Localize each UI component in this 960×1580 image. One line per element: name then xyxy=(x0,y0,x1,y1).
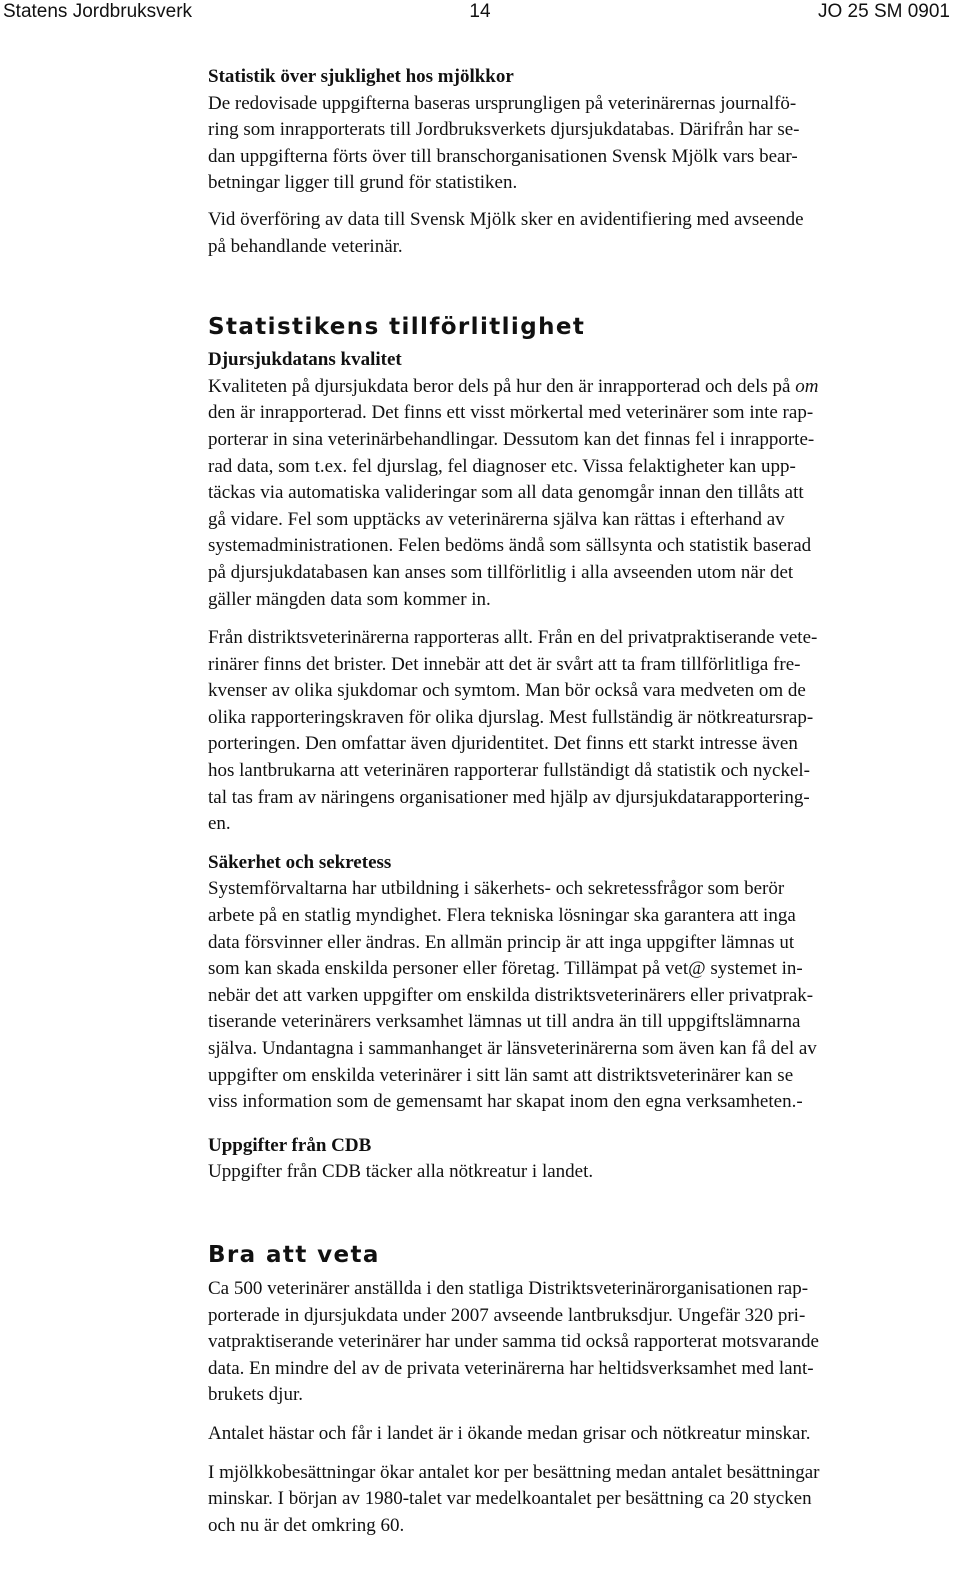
text-line: porteringen. Den omfattar även djuridentitet. Det finns ett starkt intresse även xyxy=(208,733,798,755)
text-line: rinärer finns det brister. Det innebär att det är svårt att ta fram tillförlitliga fre- xyxy=(208,653,801,675)
section-bra-att-veta xyxy=(208,1240,952,1539)
text-line: olika rapporteringskraven för olika djurslag. Mest fullständig är nötkreatursrap- xyxy=(208,706,814,728)
text-line: porterar in sina veterinärbehandlingar. Dessutom kan det finnas fel i inrapporte- xyxy=(208,428,815,450)
text-line: Uppgifter från CDB täcker alla nötkreatur i landet. xyxy=(208,1161,594,1183)
text-line: som kan skada enskilda personer eller företag. Tillämpat på vet@ systemet in- xyxy=(208,958,803,980)
section-title-bra-att-veta: Bra att veta xyxy=(208,1241,380,1268)
text-line: och nu är det omkring 60. xyxy=(208,1514,405,1536)
page-number: 14 xyxy=(469,1,491,22)
text-segment: Kvaliteten på djursjukdata beror dels på hur den är inrapporterad och dels på xyxy=(208,375,791,397)
section-heading-sjuklighet: Statistik över sjuklighet hos mjölkkor xyxy=(208,66,514,87)
text-line: kvenser av olika sjukdomar och symtom. Man bör också vara medveten om de xyxy=(208,680,806,702)
text-line: täckas via automatiska valideringar som all data genomgår innan den tillåts att xyxy=(208,482,804,504)
paragraph xyxy=(208,876,952,1115)
text-line: gå vidare. Fel som upptäcks av veterinärerna själva kan rättas i efterhand av xyxy=(208,508,785,530)
text-line: systemadministrationen. Felen bedöms ändå som sällsynta och statistik baserad xyxy=(208,535,812,557)
paragraph xyxy=(208,1276,952,1409)
text-line: brukets djur. xyxy=(208,1384,303,1406)
text-line: själva. Undantagna i sammanhanget är länsveterinärerna som även kan få del av xyxy=(208,1038,817,1059)
text-line: Från distriktsveterinärerna rapporteras allt. Från en del privatpraktiserande vete- xyxy=(208,627,818,649)
text-line: på djursjukdatabasen kan anses som tillförlitlig i alla avseenden utom när det xyxy=(208,561,794,583)
page-header xyxy=(0,0,960,24)
text-line: en. xyxy=(208,813,231,835)
text-line: nebär det att varken uppgifter om enskilda distriktsveterinärers eller privatprak- xyxy=(208,984,814,1006)
text-line: ring som inrapporterats till Jordbruksverkets djursjukdatabas. Därifrån har se- xyxy=(208,119,800,141)
text-line: De redovisade uppgifterna baseras ursprungligen på veterinärernas journalfö- xyxy=(208,92,797,114)
text-line: gäller mängden data som kommer in. xyxy=(208,588,491,610)
text-line: den är inrapporterad. Det finns ett visst mörkertal med veterinärer som inte rap- xyxy=(208,402,814,424)
text-line: I mjölkkobesättningar ökar antalet kor per besättning medan antalet besättningar xyxy=(208,1461,820,1483)
text-line: på behandlande veterinär. xyxy=(208,235,403,257)
paragraph xyxy=(208,374,952,613)
text-line: vatpraktiserande veterinärer har under samma tid också rapporterat motsvarande xyxy=(208,1331,819,1353)
document-body xyxy=(208,64,952,1539)
text-line: tal tas fram av näringens organisationer med hjälp av djursjukdatarapportering- xyxy=(208,786,810,808)
text-line: Vid överföring av data till Svensk Mjölk sker en avidentifiering med avseende xyxy=(208,208,804,230)
text-line xyxy=(208,374,952,401)
section-sjuklighet xyxy=(208,64,952,260)
text-line: Systemförvaltarna har utbildning i säkerhets- och sekretessfrågor som berör xyxy=(208,878,785,900)
paragraph xyxy=(208,1421,952,1448)
paragraph xyxy=(208,91,952,197)
text-line: arbete på en statlig myndighet. Flera tekniska lösningar ska garantera att inga xyxy=(208,905,796,927)
text-line: Antalet hästar och får i landet är i ökande medan grisar och nötkreatur minskar. xyxy=(208,1422,811,1444)
text-line: data försvinner eller ändras. En allmän princip är att inga uppgifter lämnas ut xyxy=(208,931,795,953)
header-organization: Statens Jordbruksverk xyxy=(3,1,193,22)
text-line: porterade in djursjukdata under 2007 avseende lantbruksdjur. Ungefär 320 pri- xyxy=(208,1304,806,1326)
subheading-kvalitet: Djursjukdatans kvalitet xyxy=(208,349,402,371)
text-line: minskar. I början av 1980-talet var medelkoantalet per besättning ca 20 stycken xyxy=(208,1488,812,1510)
section-tillforlitlighet xyxy=(208,312,952,1186)
text-line: betningar ligger till grund för statistiken. xyxy=(208,172,518,194)
text-line: hos lantbrukarna att veterinären rapporterar fullständigt då statistik och nyckel- xyxy=(208,760,810,782)
paragraph xyxy=(208,1159,952,1186)
header-document-id: JO 25 SM 0901 xyxy=(817,1,950,22)
text-line: dan uppgifterna förts över till branschorganisationen Svensk Mjölk vars bear- xyxy=(208,145,798,167)
text-line: tiserande veterinärers verksamhet lämnas ut till andra än till uppgiftslämnarna xyxy=(208,1011,801,1033)
emphasis: om xyxy=(795,375,819,397)
text-line: uppgifter om enskilda veterinärer i sitt län samt att distriktsveterinärer kan se xyxy=(208,1064,794,1086)
subheading-cdb: Uppgifter från CDB xyxy=(208,1134,372,1156)
section-title-tillforlitlighet: Statistikens tillförlitlighet xyxy=(208,314,586,341)
paragraph xyxy=(208,1460,952,1540)
paragraph xyxy=(208,625,952,838)
text-line: Ca 500 veterinärer anställda i den statliga Distriktsveterinärorganisationen rap- xyxy=(208,1277,809,1299)
subheading-sakerhet: Säkerhet och sekretess xyxy=(208,851,392,873)
text-line: data. En mindre del av de privata veterinärerna har heltidsverksamhet med lant- xyxy=(208,1357,814,1379)
text-line: rad data, som t.ex. fel djurslag, fel diagnoser etc. Vissa felaktigheter kan upp- xyxy=(208,455,796,477)
text-line: viss information som de gemensamt har skapat inom den egna verksamheten.- xyxy=(208,1091,803,1113)
paragraph xyxy=(208,207,952,260)
